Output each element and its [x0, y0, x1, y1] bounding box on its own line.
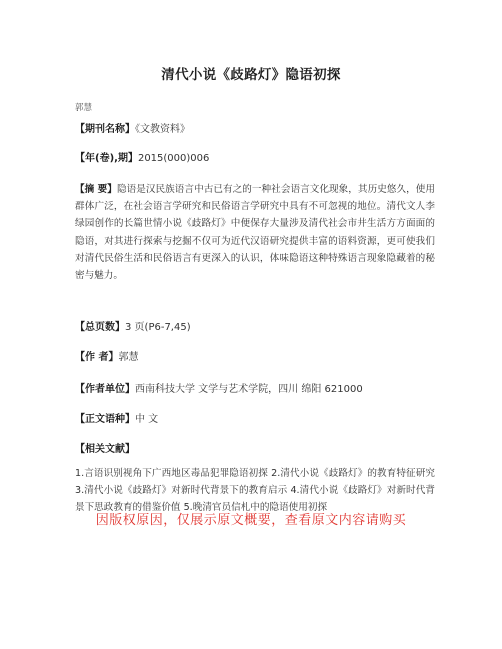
pages-field [75, 321, 191, 335]
author-label: 【作 者】 [75, 352, 119, 363]
related-field [75, 443, 135, 457]
year-issue-value: 2015(000)006 [137, 153, 210, 164]
affiliation-value: 西南科技大学 文学与艺术学院，四川 绵阳 621000 [135, 384, 363, 395]
language-value: 中 文 [135, 414, 159, 425]
related-list: 1.言语识别视角下广西地区毒品犯罪隐语初探 2.清代小说《歧路灯》的教育特征研究 3.清代小说《歧路灯》对新时代背景下的教育启示 4.清代小说《歧路灯》对新时代背景下思政教育的借鉴价值 5.晚清官员信札中的隐语使用初探 [75, 468, 435, 513]
affiliation-field [75, 383, 363, 397]
journal-value: 《文教资料》 [135, 124, 190, 135]
copyright-notice[interactable]: 因版权原因，仅展示原文概要，查看原文内容请购买 [95, 513, 407, 528]
journal-label: 【期刊名称】 [75, 124, 135, 135]
year-issue-field [75, 152, 209, 166]
document-title: 清代小说《歧路灯》隐语初探 [161, 67, 341, 83]
pages-label: 【总页数】 [75, 322, 125, 333]
pages-value: 3 页(P6-7,45) [125, 322, 191, 333]
language-field [75, 413, 158, 427]
affiliation-label: 【作者单位】 [75, 384, 135, 395]
abstract-label: 【摘 要】 [75, 184, 117, 195]
author-value: 郭慧 [118, 352, 139, 363]
related-label: 【相关文献】 [75, 444, 135, 455]
year-issue-label: 【年(卷),期】 [75, 153, 138, 164]
author-name: 郭慧 [75, 103, 93, 113]
abstract-text: 隐语是汉民族语言中古已有之的一种社会语言文化现象，其历史悠久，使用群体广泛，在社会语言学研究和民俗语言学研究中具有不可忽视的地位。清代文人李绿园创作的长篇世情小说《歧路灯》中便保存大量涉及清代社会市井生活方方面面的隐语，对其进行探索与挖掘不仅可为近代汉语研究提供丰富的语料资源，更可使我们对清代民俗生活和民俗语言有更深入的认识，体味隐语这种特殊语言现象隐藏着的秘密与魅力。 [75, 184, 436, 282]
abstract-field [75, 181, 435, 284]
language-label: 【正文语种】 [75, 414, 135, 425]
author-field [75, 351, 138, 365]
journal-field [75, 123, 190, 137]
